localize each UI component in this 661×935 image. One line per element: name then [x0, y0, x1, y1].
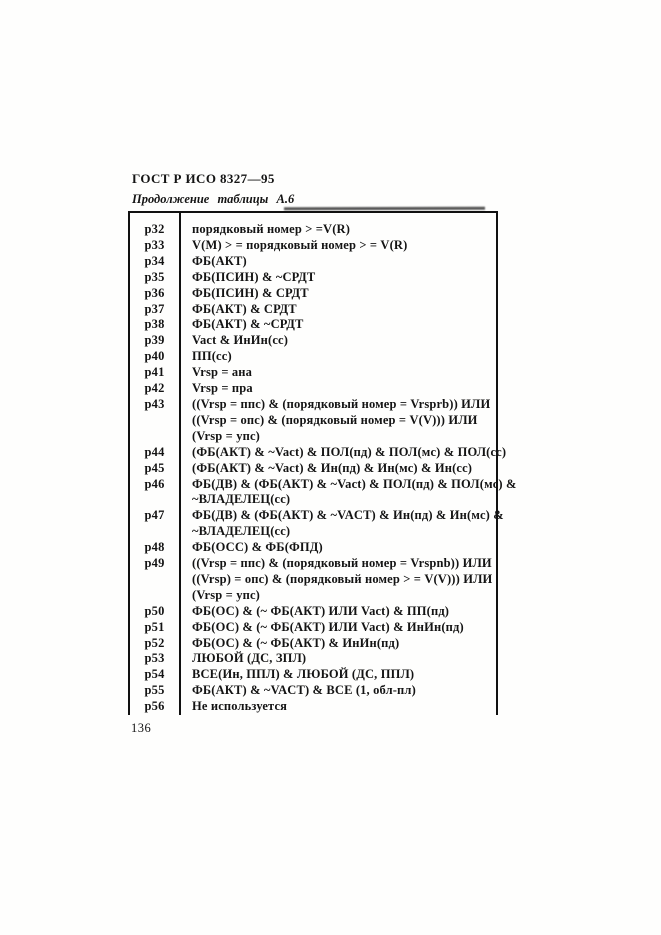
- expression-line: ФБ(АКТ) & ~VACT) & ВСЕ (1, обл-пл): [192, 683, 416, 698]
- expression-line: ((Vrsp) = опс) & (порядковый номер > = V(V))) ИЛИ: [192, 571, 493, 586]
- expression-line: (ФБ(АКТ) & ~Vact) & ПОЛ(пд) & ПОЛ(мс) & ПОЛ(сс): [192, 444, 507, 459]
- row-expression: [179, 461, 496, 477]
- expression-line: ((Vrsp = ппс) & (порядковый номер = Vrspnb)) ИЛИ: [192, 556, 492, 571]
- row-id: p35: [144, 269, 165, 284]
- row-expression: [179, 397, 496, 445]
- expression-line: ФБ(АКТ): [192, 253, 247, 268]
- expression-line: (ФБ(АКТ) & ~Vact) & Ин(пд) & Ин(мс) & Ин(сс): [192, 460, 473, 475]
- table-row: [130, 683, 496, 699]
- table-row: [130, 556, 496, 604]
- expression-line: ФБ(ОС) & (~ ФБ(АКТ) & ИнИн(пд): [192, 635, 400, 650]
- table-row: [130, 222, 496, 238]
- row-id: p54: [144, 667, 165, 682]
- expression-line: ЛЮБОЙ (ДС, ЗПЛ): [192, 651, 307, 666]
- table-row: [130, 476, 517, 509]
- expression-line: ФБ(ПСИН) & ~СРДТ: [192, 269, 316, 284]
- row-expression: [179, 349, 496, 365]
- row-expression: [179, 540, 496, 556]
- row-id: p43: [144, 396, 165, 411]
- row-expression: [179, 286, 496, 302]
- expression-line: ВСЕ(Ин, ППЛ) & ЛЮБОЙ (ДС, ППЛ): [192, 667, 415, 682]
- row-id: p50: [144, 603, 165, 618]
- table-row: [130, 238, 496, 254]
- expression-line: порядковый номер > =V(R): [192, 222, 351, 236]
- row-expression: [179, 620, 496, 636]
- table-row: [130, 444, 507, 461]
- row-expression: [179, 365, 496, 381]
- row-id: p48: [144, 540, 165, 555]
- table-row: [130, 636, 496, 652]
- expression-line: Vrsp = пра: [192, 381, 253, 396]
- expression-line: Vact & ИнИн(сс): [192, 333, 289, 348]
- table-row: [130, 540, 496, 556]
- row-id: p49: [144, 556, 165, 571]
- table-row: [130, 333, 496, 349]
- expression-line: Vrsp = ана: [192, 365, 253, 380]
- row-id: p41: [144, 365, 165, 380]
- table-row: [130, 381, 496, 397]
- row-id: p36: [144, 285, 165, 300]
- row-id: p55: [144, 683, 165, 698]
- row-id: p32: [144, 222, 165, 236]
- table-row: [130, 349, 496, 365]
- row-expression: [179, 270, 496, 286]
- column-separator-rule: [179, 213, 181, 715]
- row-id: p37: [144, 301, 165, 316]
- row-expression: [179, 636, 496, 652]
- expression-line: ФБ(ДВ) & (ФБ(АКТ) & ~Vact) & ПОЛ(пд) & ПОЛ(мс) &: [192, 476, 517, 491]
- table-row: [130, 302, 496, 318]
- row-expression: [179, 667, 496, 683]
- table-row: [130, 317, 496, 333]
- table-row: [130, 365, 496, 381]
- row-id: p34: [144, 253, 165, 268]
- row-id: p42: [144, 381, 165, 396]
- table-row: [130, 397, 496, 445]
- expression-line: (Vrsp = упс): [192, 428, 260, 443]
- row-id: p56: [144, 699, 165, 714]
- row-id: p38: [144, 317, 165, 332]
- expression-line: ФБ(АКТ) & ~СРДТ: [192, 317, 304, 332]
- row-id: p39: [144, 333, 165, 348]
- page-number: 136: [131, 721, 152, 735]
- row-expression: [179, 381, 496, 397]
- table-row: [130, 286, 496, 302]
- table-body: [130, 213, 517, 715]
- row-id: p51: [144, 619, 165, 634]
- table-row: [130, 508, 504, 540]
- row-expression: [179, 683, 496, 699]
- row-expression: [179, 477, 523, 509]
- expression-line: V(M) > = порядковый номер > = V(R): [192, 237, 408, 252]
- table-row: [130, 461, 496, 477]
- row-expression: [179, 254, 496, 270]
- row-expression: [179, 222, 496, 238]
- row-expression: [179, 508, 510, 540]
- row-id: p52: [144, 635, 165, 650]
- table-row: [130, 254, 496, 270]
- expression-line: ~ВЛАДЕЛЕЦ(сс): [192, 524, 291, 539]
- row-id: p53: [144, 651, 165, 666]
- table-row: [130, 620, 496, 636]
- table-row: [130, 667, 496, 683]
- rules-table: [128, 211, 517, 715]
- expression-line: Не используется: [192, 699, 288, 714]
- expression-line: ФБ(ОС) & (~ ФБ(АКТ) ИЛИ Vact) & ИнИн(пд): [192, 619, 464, 634]
- row-expression: [179, 604, 496, 620]
- table-row: [130, 270, 496, 286]
- table-row: [130, 699, 496, 715]
- expression-line: ФБ(ОС) & (~ ФБ(АКТ) ИЛИ Vact) & ПП(пд): [192, 603, 450, 618]
- row-expression: [179, 238, 496, 254]
- row-id: p46: [144, 476, 165, 491]
- row-expression: [179, 333, 496, 349]
- expression-line: ФБ(ОСС) & ФБ(ФПД): [192, 540, 323, 555]
- expression-line: ФБ(ДВ) & (ФБ(АКТ) & ~VACT) & Ин(пд) & Ин(мс) &: [192, 508, 504, 523]
- row-expression: [179, 699, 496, 715]
- standard-code-header: ГОСТ Р ИСО 8327—95: [132, 171, 275, 186]
- expression-line: ((Vrsp = опс) & (порядковый номер = V(V))) ИЛИ: [192, 412, 478, 427]
- table-caption: Продолжение таблицы А.6: [132, 192, 295, 206]
- table-row: [130, 651, 496, 667]
- expression-line: ПП(сс): [192, 349, 232, 364]
- row-id: p40: [144, 349, 165, 364]
- expression-line: ((Vrsp = ппс) & (порядковый номер = Vrsprb)) ИЛИ: [192, 396, 491, 411]
- row-expression: [179, 317, 496, 333]
- row-id: p47: [144, 508, 165, 523]
- row-id: p44: [144, 444, 165, 459]
- expression-line: ФБ(ПСИН) & СРДТ: [192, 285, 309, 300]
- expression-line: ФБ(АКТ) & СРДТ: [192, 301, 297, 316]
- row-id: p45: [144, 460, 165, 475]
- expression-line: (Vrsp = упс): [192, 587, 260, 602]
- expression-line: ~ВЛАДЕЛЕЦ(сс): [192, 492, 291, 507]
- row-expression: [179, 556, 498, 604]
- row-expression: [179, 445, 512, 461]
- row-expression: [179, 302, 496, 318]
- row-id: p33: [144, 237, 165, 252]
- row-expression: [179, 651, 496, 667]
- table-row: [130, 604, 496, 620]
